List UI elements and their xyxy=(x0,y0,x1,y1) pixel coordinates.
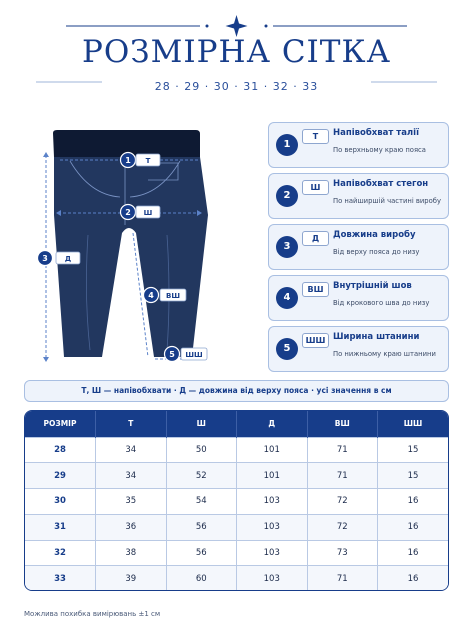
diagram-marker-5 xyxy=(165,347,208,362)
table-cell: 36 xyxy=(96,514,167,540)
measurement-card-length xyxy=(268,224,449,270)
table-cell: 71 xyxy=(307,437,378,463)
measurement-abbr: Т xyxy=(302,129,329,144)
measurement-description: По нижньому краю штанини xyxy=(333,350,436,358)
marker-3-abbr: Д xyxy=(64,255,72,263)
table-cell: 52 xyxy=(166,463,237,489)
column-header-waist: Т xyxy=(96,411,167,437)
measurement-abbr: Ш xyxy=(302,180,329,195)
column-header-size: РОЗМІР xyxy=(25,411,96,437)
marker-5-abbr: ШШ xyxy=(185,351,203,359)
table-row xyxy=(25,463,448,489)
table-cell: 103 xyxy=(237,540,308,566)
marker-2-abbr: Ш xyxy=(143,209,153,217)
table-cell: 34 xyxy=(96,463,167,489)
table-row xyxy=(25,489,448,515)
table-cell: 28 xyxy=(25,437,96,463)
table-cell: 56 xyxy=(166,540,237,566)
table-cell: 35 xyxy=(96,489,167,515)
marker-4-number: 4 xyxy=(148,291,154,300)
table-cell: 72 xyxy=(307,514,378,540)
table-cell: 101 xyxy=(237,437,308,463)
page-title: РОЗМІРНА СІТКА xyxy=(82,34,391,70)
table-row xyxy=(25,437,448,463)
table-row xyxy=(25,566,448,591)
measurement-number: 5 xyxy=(276,338,298,360)
measurement-abbr: ВШ xyxy=(302,282,329,297)
measurement-title: Напівобхват стегон xyxy=(333,179,429,189)
table-cell: 72 xyxy=(307,489,378,515)
table-cell: 15 xyxy=(378,463,449,489)
measurement-number: 1 xyxy=(276,134,298,156)
jeans-diagram xyxy=(30,125,220,370)
table-cell: 16 xyxy=(378,489,449,515)
table-cell: 101 xyxy=(237,463,308,489)
table-row xyxy=(25,540,448,566)
measurement-abbr: Д xyxy=(302,231,329,246)
table-cell: 50 xyxy=(166,437,237,463)
measurement-title: Напівобхват талії xyxy=(333,128,419,138)
table-cell: 34 xyxy=(96,437,167,463)
marker-1-abbr: Т xyxy=(145,157,151,165)
table-cell: 103 xyxy=(237,514,308,540)
table-row xyxy=(25,514,448,540)
table-cell: 56 xyxy=(166,514,237,540)
measurement-card-waist xyxy=(268,122,449,168)
marker-5-number: 5 xyxy=(169,350,175,359)
table-cell: 30 xyxy=(25,489,96,515)
table-cell: 103 xyxy=(237,566,308,591)
measurement-description: По верхньому краю пояса xyxy=(333,146,426,154)
measurement-description: По найширшій частині виробу xyxy=(333,197,441,205)
table-cell: 103 xyxy=(237,489,308,515)
table-cell: 32 xyxy=(25,540,96,566)
diagram-marker-1 xyxy=(121,153,161,168)
marker-1-number: 1 xyxy=(125,156,131,165)
table-cell: 39 xyxy=(96,566,167,591)
measurement-title: Ширина штанини xyxy=(333,332,420,342)
column-header-hips: Ш xyxy=(166,411,237,437)
measurement-description: Від верху пояса до низу xyxy=(333,248,420,256)
size-table xyxy=(24,410,449,591)
diagram-marker-3 xyxy=(38,251,81,266)
table-header-row xyxy=(25,411,448,437)
measurement-title: Внутрішній шов xyxy=(333,281,412,291)
measurement-number: 4 xyxy=(276,287,298,309)
diagram-marker-2 xyxy=(121,205,161,220)
measurement-title: Довжина виробу xyxy=(333,230,416,240)
measurement-card-leg-width xyxy=(268,326,449,372)
table-cell: 73 xyxy=(307,540,378,566)
diagram-marker-4 xyxy=(144,288,187,303)
column-header-length: Д xyxy=(237,411,308,437)
marker-2-number: 2 xyxy=(125,208,131,217)
measurement-description: Від крокового шва до низу xyxy=(333,299,430,307)
table-cell: 71 xyxy=(307,463,378,489)
table-cell: 54 xyxy=(166,489,237,515)
table-cell: 38 xyxy=(96,540,167,566)
table-cell: 16 xyxy=(378,540,449,566)
column-header-inseam: ВШ xyxy=(307,411,378,437)
table-cell: 33 xyxy=(25,566,96,591)
available-sizes: 28 · 29 · 30 · 31 · 32 · 33 xyxy=(154,80,319,93)
units-legend: Т, Ш — напівобхвати · Д — довжина від верху пояса · усі значення в см xyxy=(24,380,449,402)
table-cell: 16 xyxy=(378,514,449,540)
measurement-number: 3 xyxy=(276,236,298,258)
measurement-abbr: ШШ xyxy=(302,333,329,348)
table-cell: 16 xyxy=(378,566,449,591)
measurement-card-hips xyxy=(268,173,449,219)
marker-4-abbr: ВШ xyxy=(166,292,180,300)
measurement-tolerance-note: Можлива похибка вимірювань ±1 см xyxy=(24,610,161,618)
marker-3-number: 3 xyxy=(42,254,48,263)
table-cell: 15 xyxy=(378,437,449,463)
table-cell: 31 xyxy=(25,514,96,540)
table-cell: 71 xyxy=(307,566,378,591)
table-cell: 29 xyxy=(25,463,96,489)
table-cell: 60 xyxy=(166,566,237,591)
measurement-number: 2 xyxy=(276,185,298,207)
column-header-leg-width: ШШ xyxy=(378,411,449,437)
measurement-card-inseam xyxy=(268,275,449,321)
